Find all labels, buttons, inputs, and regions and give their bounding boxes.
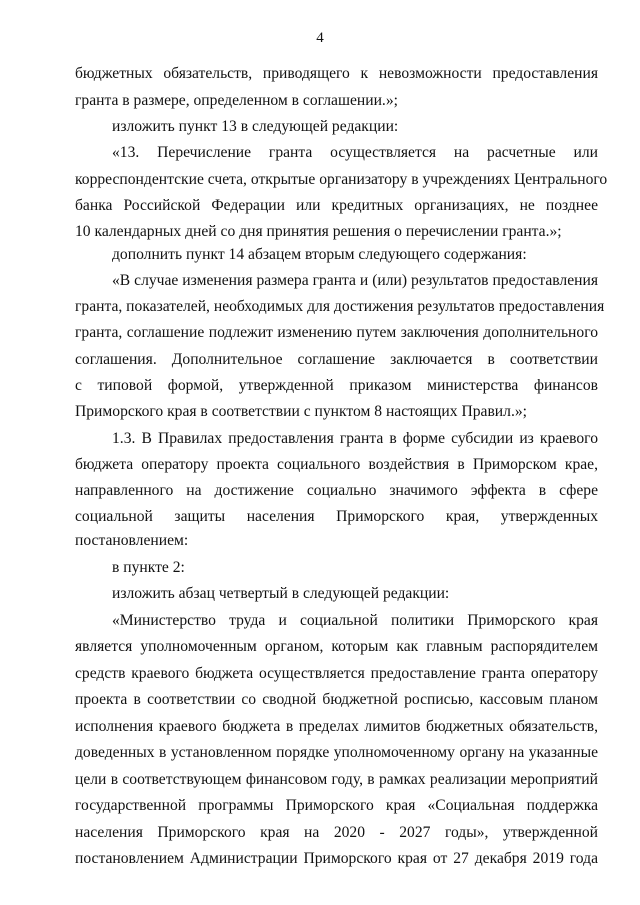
text-line: гранта, показателей, необходимых для достижения результатов предоставления: [75, 298, 605, 315]
text-line: бюджетных обязательств, приводящего к невозможности предоставления: [75, 65, 598, 82]
page-number: 4: [316, 30, 324, 46]
text-line: населения Приморского края на 2020 - 2027 годы», утвержденной: [75, 824, 598, 841]
text-line: с типовой формой, утвержденной приказом министерства финансов: [75, 377, 598, 394]
text-line: дополнить пункт 14 абзацем вторым следующего содержания:: [112, 246, 527, 263]
text-line: направленного на достижение социально значимого эффекта в сфере: [75, 482, 598, 499]
text-line: проекта в соответствии со сводной бюджетной росписью, кассовым планом: [75, 691, 598, 708]
text-line: социальной защиты населения Приморского края, утвержденных: [75, 508, 598, 525]
text-line: цели в соответствующем финансовом году, в рамках реализации мероприятий: [75, 771, 598, 788]
text-line: корреспондентские счета, открытые организатору в учреждениях Центрального: [75, 171, 608, 188]
text-line: гранта в размере, определенном в соглашении.»;: [75, 92, 398, 109]
text-line: постановлением:: [75, 532, 189, 549]
text-line: «В случае изменения размера гранта и (или) результатов предоставления: [112, 272, 598, 289]
text-line: исполнения краевого бюджета в пределах лимитов бюджетных обязательств,: [75, 718, 598, 735]
text-line: является уполномоченным органом, которым как главным распорядителем: [75, 638, 598, 655]
text-line: бюджета оператору проекта социального воздействия в Приморском крае,: [75, 456, 598, 473]
text-line: «13. Перечисление гранта осуществляется на расчетные или: [112, 144, 598, 161]
text-line: постановлением Администрации Приморского края от 27 декабря 2019 года: [75, 850, 598, 867]
text-line: 10 календарных дней со дня принятия решения о перечислении гранта.»;: [75, 223, 562, 240]
text-line: Приморского края в соответствии с пунктом 8 настоящих Правил.»;: [75, 403, 527, 420]
text-line: «Министерство труда и социальной политики Приморского края: [112, 612, 598, 629]
text-line: в пункте 2:: [112, 559, 185, 576]
text-line: гранта, соглашение подлежит изменению путем заключения дополнительного: [75, 324, 598, 341]
text-line: 1.3. В Правилах предоставления гранта в форме субсидии из краевого: [112, 430, 598, 447]
text-line: банка Российской Федерации или кредитных организациях, не позднее: [75, 197, 598, 214]
text-line: изложить пункт 13 в следующей редакции:: [112, 118, 399, 135]
text-line: средств краевого бюджета осуществляется предоставление гранта оператору: [75, 665, 598, 682]
text-line: соглашения. Дополнительное соглашение заключается в соответствии: [75, 351, 598, 368]
text-line: изложить абзац четвертый в следующей редакции:: [112, 585, 450, 602]
text-line: государственной программы Приморского края «Социальная поддержка: [75, 797, 598, 814]
text-line: доведенных в установленном порядке уполномоченному органу на указанные: [75, 744, 598, 761]
